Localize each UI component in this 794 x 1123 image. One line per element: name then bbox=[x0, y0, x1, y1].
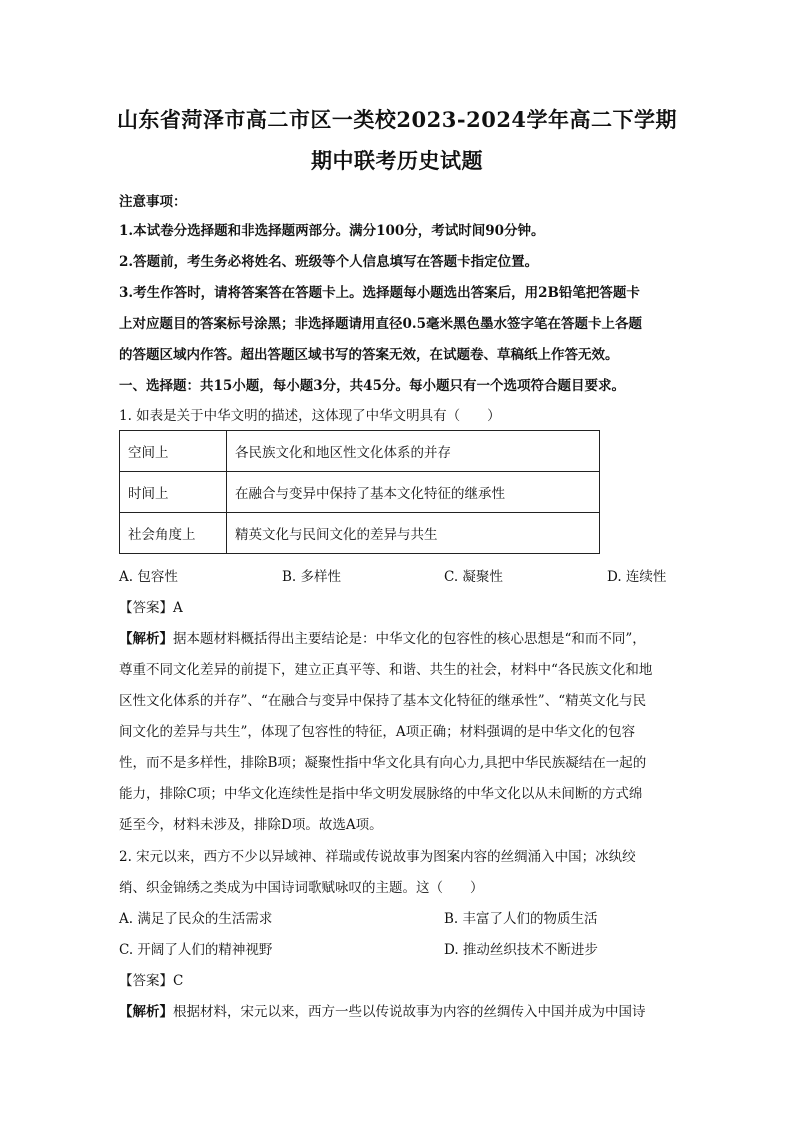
table-cell: 空间上 bbox=[120, 431, 227, 472]
notice-item-3-cont-2: 的答题区域内作答。超出答题区域书写的答案无效，在试题卷、草稿纸上作答无效。 bbox=[119, 347, 619, 363]
notice-item-1: 1.本试卷分选择题和非选择题两部分。满分100分，考试时间90分钟。 bbox=[119, 223, 545, 239]
q1-option-a: A. 包容性 bbox=[119, 569, 178, 585]
notice-item-3-cont-1: 上对应题目的答案标号涂黑；非选择题请用直径0.5毫米黑色墨水签字笔在答题卡上各题 bbox=[119, 316, 642, 332]
notice-item-2: 2.答题前，考生务必将姓名、班级等个人信息填写在答题卡指定位置。 bbox=[119, 254, 539, 270]
analysis-label: 【解析】 bbox=[119, 1004, 173, 1020]
q2-option-c: C. 开阔了人们的精神视野 bbox=[119, 942, 273, 958]
q2-answer: 【答案】C bbox=[119, 973, 184, 989]
q1-analysis-line-6: 能力，排除C项；中华文化连续性是指中华文明发展脉络的中华文化以从未间断的方式绵 bbox=[119, 786, 643, 802]
q1-analysis-line-1 bbox=[119, 627, 679, 647]
q2-option-a: A. 满足了民众的生活需求 bbox=[119, 911, 273, 927]
q2-option-b: B. 丰富了人们的物质生活 bbox=[444, 911, 598, 927]
section-heading: 一、选择题：共15小题，每小题3分，共45分。每小题只有一个选项符合题目要求。 bbox=[119, 378, 625, 394]
q2-analysis-line-1 bbox=[119, 1000, 679, 1020]
table-cell: 在融合与变异中保持了基本文化特征的继承性 bbox=[227, 472, 600, 513]
table-row bbox=[120, 513, 600, 554]
q1-option-c: C. 凝聚性 bbox=[444, 569, 503, 585]
notice-item-3: 3.考生作答时，请将答案答在答题卡上。选择题每小题选出答案后，用2B铅笔把答题卡 bbox=[119, 285, 640, 301]
q1-analysis-line-3: 区性文化体系的并存”、“在融合与变异中保持了基本文化特征的继承性”、“精英文化与民 bbox=[119, 693, 647, 709]
table-cell: 社会角度上 bbox=[120, 513, 227, 554]
q1-analysis-line-2: 尊重不同文化差异的前提下，建立正真平等、和谐、共生的社会，材料中“各民族文化和地 bbox=[119, 662, 653, 678]
table-cell: 各民族文化和地区性文化体系的并存 bbox=[227, 431, 600, 472]
table-row bbox=[120, 472, 600, 513]
q1-option-d: D. 连续性 bbox=[607, 569, 667, 585]
table-row bbox=[120, 431, 600, 472]
notice-heading: 注意事项： bbox=[119, 194, 187, 210]
analysis-text: 根据材料，宋元以来，西方一些以传说故事为内容的丝绸传入中国并成为中国诗 bbox=[173, 1004, 646, 1020]
q1-analysis-line-4: 间文化的差异与共生”，体现了包容性的特征，A项正确；材料强调的是中华文化的包容 bbox=[119, 724, 636, 740]
q1-stem: 1. 如表是关于中华文明的描述，这体现了中华文明具有（ ） bbox=[119, 408, 501, 424]
q2-stem-line-2: 绡、织金锦绣之类成为中国诗词歌赋咏叹的主题。这（ ） bbox=[119, 880, 484, 896]
q1-table bbox=[119, 430, 600, 554]
title-line-2: 期中联考历史试题 bbox=[311, 148, 483, 173]
q2-option-d: D. 推动丝织技术不断进步 bbox=[444, 942, 598, 958]
q1-option-b: B. 多样性 bbox=[282, 569, 342, 585]
title-line-1: 山东省菏泽市高二市区一类校2023-2024学年高二下学期 bbox=[116, 107, 678, 132]
q1-analysis-line-7: 延至今，材料未涉及，排除D项。故选A项。 bbox=[119, 817, 383, 833]
analysis-label: 【解析】 bbox=[119, 631, 173, 647]
q2-stem-line-1: 2. 宋元以来，西方不少以异域神、祥瑞或传说故事为图案内容的丝绸涌入中国；冰纨绞 bbox=[119, 849, 636, 865]
analysis-text: 据本题材料概括得出主要结论是：中华文化的包容性的核心思想是“和而不同”， bbox=[173, 631, 646, 647]
table-cell: 时间上 bbox=[120, 472, 227, 513]
table-cell: 精英文化与民间文化的差异与共生 bbox=[227, 513, 600, 554]
q1-answer: 【答案】A bbox=[119, 600, 183, 616]
q1-analysis-line-5: 性，而不是多样性，排除B项；凝聚性指中华文化具有向心力,具把中华民族凝结在一起的 bbox=[119, 755, 647, 771]
